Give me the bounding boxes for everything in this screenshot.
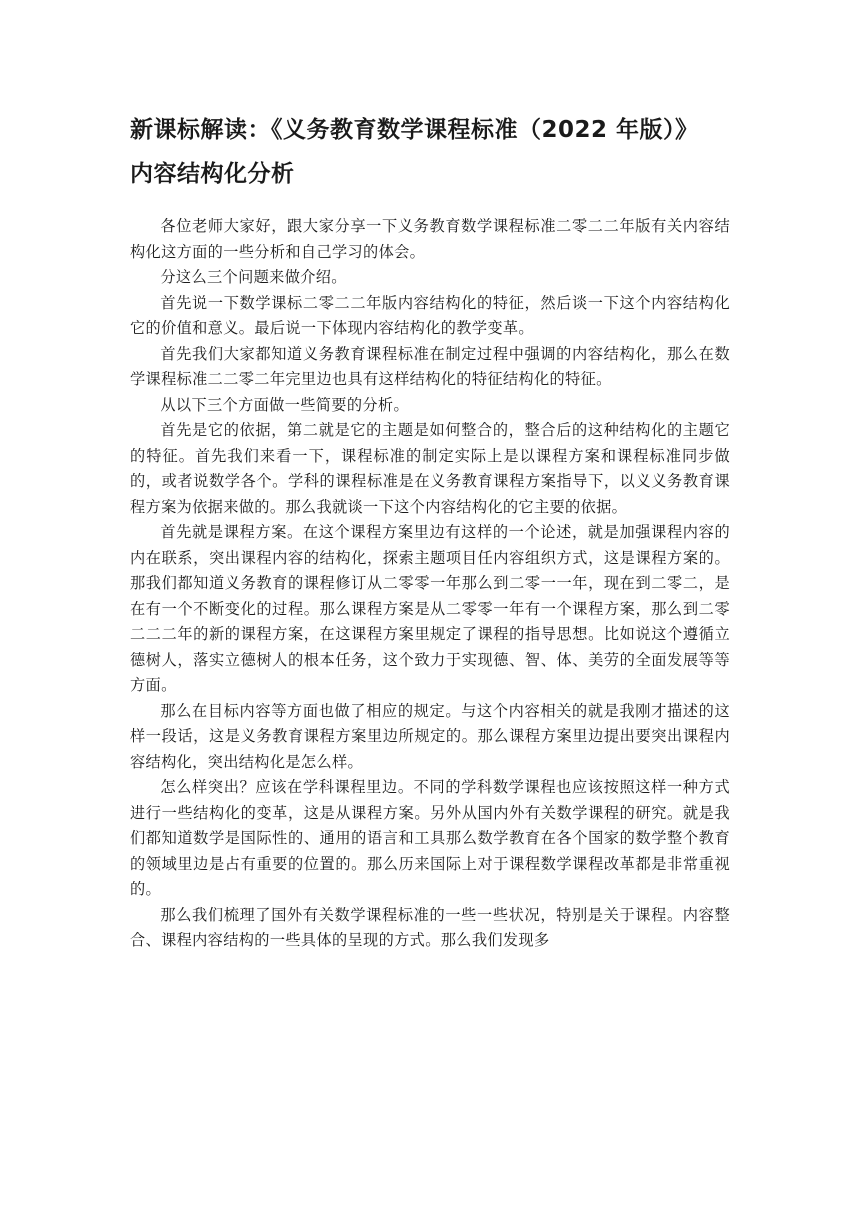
paragraph-1: 各位老师大家好，跟大家分享一下义务教育数学课程标准二零二二年版有关内容结构化这方面的一些分析和自己学习的体会。 xyxy=(130,217,730,261)
document-page xyxy=(130,108,730,954)
document-body xyxy=(130,214,730,954)
paragraph-4: 首先我们大家都知道义务教育课程标准在制定过程中强调的内容结构化，那么在数学课程标准二二零二年完里边也具有这样结构化的特征结构化的特征。 xyxy=(130,344,730,388)
paragraph-8: 那么在目标内容等方面也做了相应的规定。与这个内容相关的就是我刚才描述的这样一段话，这是义务教育课程方案里边所规定的。那么课程方案里边提出要突出课程内容结构化，突出结构化是怎么样。 xyxy=(130,701,730,771)
paragraph-10: 那么我们梳理了国外有关数学课程标准的一些一些状况，特别是关于课程。内容整合、课程内容结构的一些具体的呈现的方式。那么我们发现多 xyxy=(130,905,730,949)
paragraph-5: 从以下三个方面做一些简要的分析。 xyxy=(160,395,409,414)
title-line-1: 新课标解读：《义务教育数学课程标准（2022 年版）》 xyxy=(130,117,699,143)
paragraph-2: 分这么三个问题来做介绍。 xyxy=(160,268,347,286)
paragraph-9: 怎么样突出？应该在学科课程里边。不同的学科数学课程也应该按照这样一种方式进行一些结构化的变革，这是从课程方案。另外从国内外有关数学课程的研究。就是我们都知道数学是国际性的、通用的语言和工具那么数学教育在各个国家的数学整个教育的领域里边是占有重要的位置的。那么历来国际上对于课程数学课程改革都是非常重视的。 xyxy=(130,778,730,898)
title-line-2: 内容结构化分析 xyxy=(130,161,295,187)
paragraph-7: 首先就是课程方案。在这个课程方案里边有这样的一个论述，就是加强课程内容的内在联系，突出课程内容的结构化，探索主题项目任内容组织方式，这是课程方案的。那我们都知道义务教育的课程修订从二零零一年那么到二零一一年，现在到二零二，是在有一个不断变化的过程。那么课程方案是从二零零一年有一个课程方案，那么到二零二二二年的新的课程方案，在这课程方案里规定了课程的指导思想。比如说这个遵循立德树人，落实立德树人的根本任务，这个致力于实现德、智、体、美劳的全面发展等等方面。 xyxy=(130,523,730,694)
paragraph-3: 首先说一下数学课标二零二二年版内容结构化的特征，然后谈一下这个内容结构化它的价值和意义。最后说一下体现内容结构化的教学变革。 xyxy=(130,293,730,337)
document-title xyxy=(130,108,730,196)
paragraph-6: 首先是它的依据，第二就是它的主题是如何整合的，整合后的这种结构化的主题它的特征。首先我们来看一下，课程标准的制定实际上是以课程方案和课程标准同步做的，或者说数学各个。学科的课程标准是在义务教育课程方案指导下，以义义务教育课程方案为依据来做的。那么我就谈一下这个内容结构化的它主要的依据。 xyxy=(130,421,730,516)
